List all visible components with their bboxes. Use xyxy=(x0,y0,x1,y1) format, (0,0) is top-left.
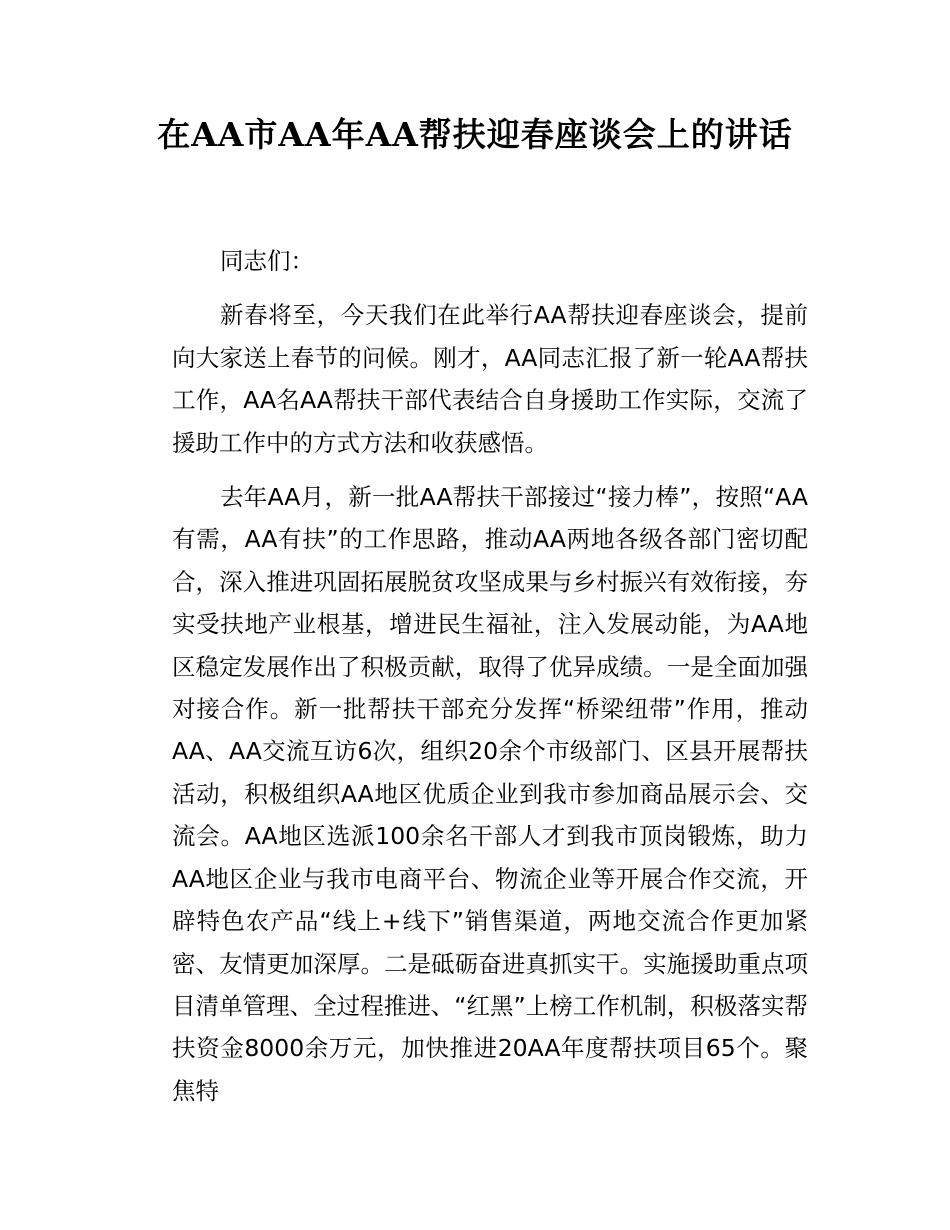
document-body xyxy=(172,240,808,1124)
paragraph-achievements: 去年AA月，新一批AA帮扶干部接过“接力棒”，按照“AA有需，AA有扶”的工作思路，推动AA两地各级各部门密切配合，深入推进巩固拓展脱贫攻坚成果与乡村振兴有效衔接，夯实受扶地产业根基，增进民生福祉，注入发展动能，为AA地区稳定发展作出了积极贡献，取得了优异成绩。一是全面加强对接合作。新一批帮扶干部充分发挥“桥梁纽带”作用，推动AA、AA交流互访6次，组织20余个市级部门、区县开展帮扶活动，积极组织AA地区优质企业到我市参加商品展示会、交流会。AA地区选派100余名干部人才到我市顶岗锻炼，助力AA地区企业与我市电商平台、物流企业等开展合作交流，开辟特色农产品“线上+线下”销售渠道，两地交流合作更加紧密、友情更加深厚。二是砥砺奋进真抓实干。实施援助重点项目清单管理、全过程推进、“红黑”上榜工作机制，积极落实帮扶资金8000余万元，加快推进20AA年度帮扶项目65个。聚焦特 xyxy=(172,483,808,1105)
document-title: 在AA市AA年AA帮扶迎春座谈会上的讲话 xyxy=(157,115,793,154)
salutation: 同志们： xyxy=(220,247,314,275)
paragraph-opening: 新春将至，今天我们在此举行AA帮扶迎春座谈会，提前向大家送上春节的问候。刚才，AA同志汇报了新一轮AA帮扶工作，AA名AA帮扶干部代表结合自身援助工作实际，交流了援助工作中的方式方法和收获感悟。 xyxy=(172,301,808,457)
